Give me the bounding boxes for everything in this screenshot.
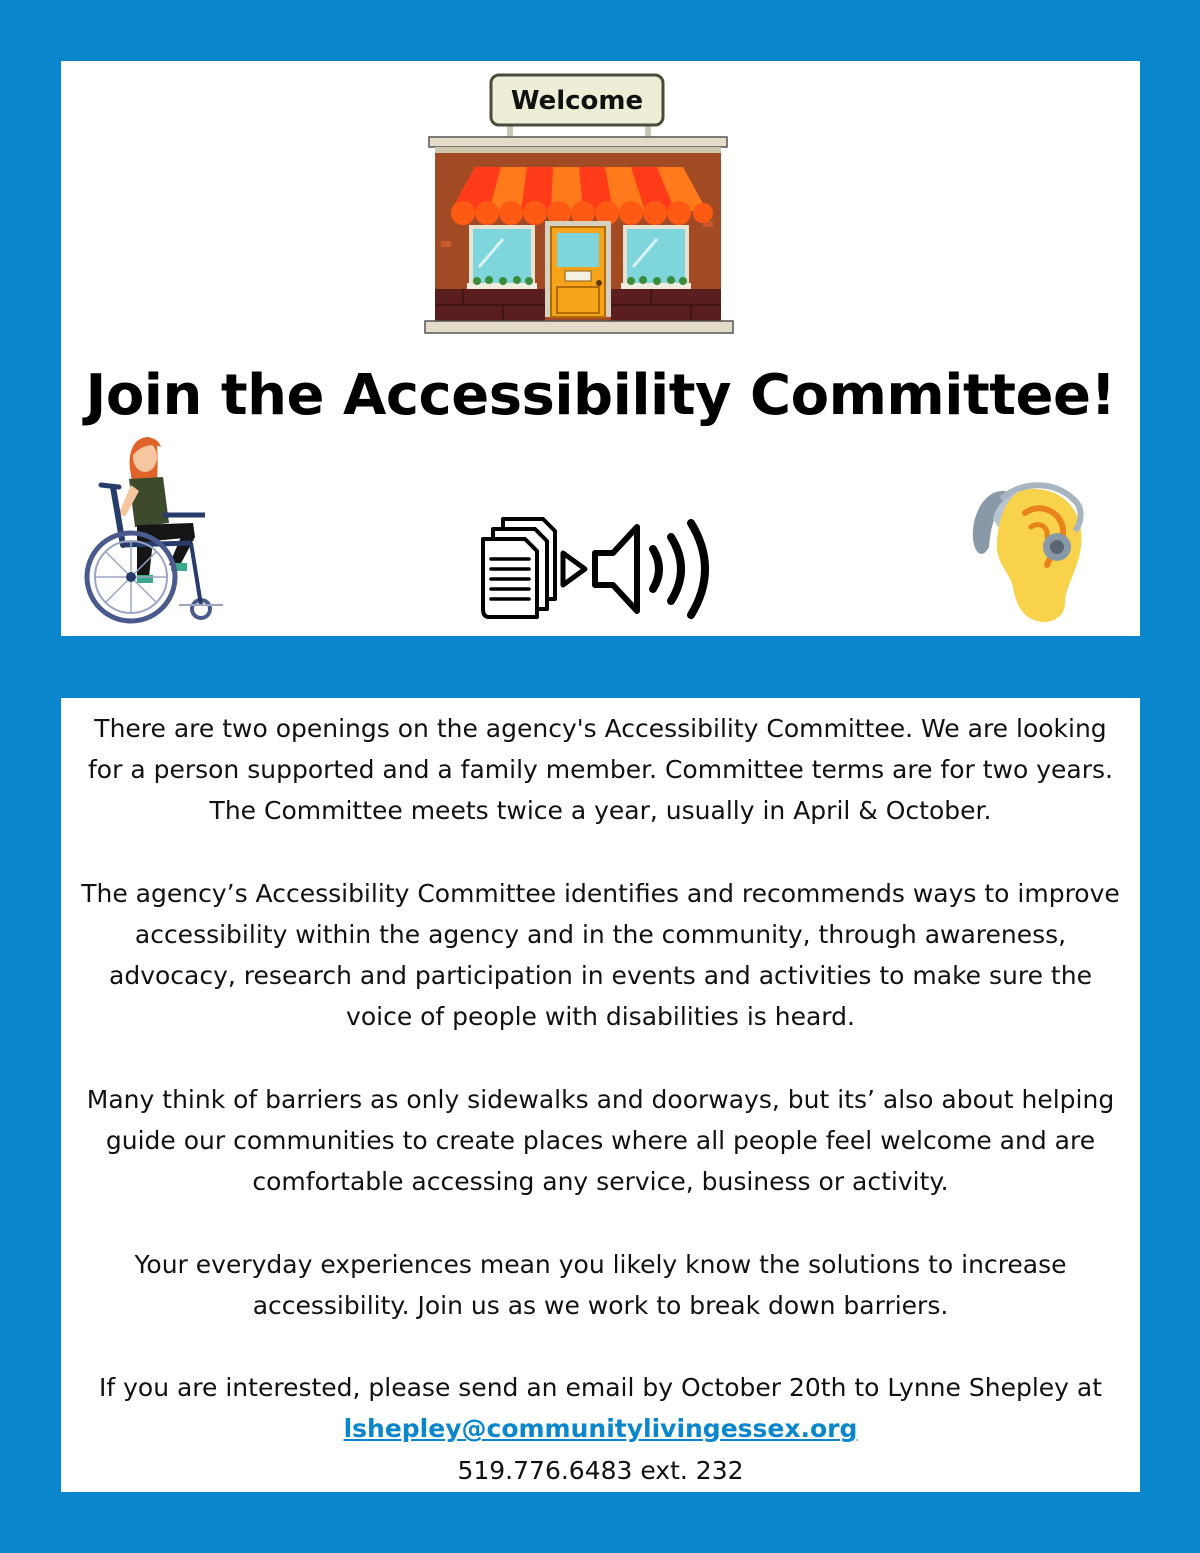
phone-number: 519.776.6483 ext. 232 — [457, 1455, 744, 1485]
text-line: The Committee meets twice a year, usually in April & October. — [209, 796, 992, 826]
paragraph-barriers — [61, 1079, 1140, 1203]
wheelchair-user-icon — [83, 427, 233, 627]
header-panel — [61, 61, 1140, 636]
paragraph-contact — [61, 1367, 1140, 1491]
storefront-icon — [423, 71, 735, 337]
body-text — [61, 708, 1140, 1491]
contact-line: If you are interested, please send an email by October 20th to Lynne Shepley at — [98, 1373, 1103, 1403]
email-link[interactable]: lshepley@communitylivingessex.org — [343, 1414, 858, 1444]
text-line: accessibility within the agency and in the community, through awareness, — [134, 920, 1067, 949]
text-to-speech-icon — [479, 509, 721, 619]
welcome-sign-text: Welcome — [510, 86, 644, 116]
text-line: voice of people with disabilities is heard. — [346, 1002, 855, 1032]
hearing-aid-icon — [965, 475, 1095, 625]
text-line: comfortable accessing any service, business or activity. — [252, 1167, 949, 1197]
page-title: Join the Accessibility Committee! — [85, 363, 1116, 428]
text-line: Many think of barriers as only sidewalks and doorways, but its’ also about helping — [86, 1084, 1115, 1114]
text-line: advocacy, research and participation in events and activities to make sure the — [109, 961, 1092, 991]
text-line: The agency’s Accessibility Committee identifies and recommends ways to improve — [81, 878, 1120, 908]
paragraph-experiences — [61, 1244, 1140, 1326]
text-line: guide our communities to create places where all people feel welcome and are — [105, 1126, 1096, 1155]
text-line: accessibility. Join us as we work to break down barriers. — [252, 1290, 949, 1320]
text-line: for a person supported and a family member. Committee terms are for two years. — [88, 755, 1113, 785]
content-panel — [61, 698, 1140, 1492]
paragraph-purpose — [61, 873, 1140, 1038]
paragraph-openings — [61, 708, 1140, 832]
text-line: Your everyday experiences mean you likely know the solutions to increase — [134, 1249, 1067, 1279]
text-line: There are two openings on the agency's Accessibility Committee. We are looking — [94, 714, 1107, 743]
